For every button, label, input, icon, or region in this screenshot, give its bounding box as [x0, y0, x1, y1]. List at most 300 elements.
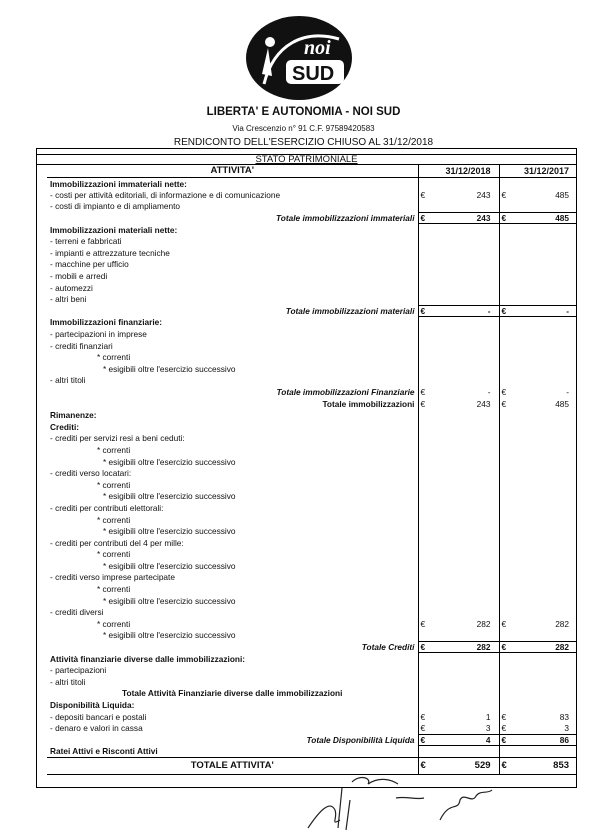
value-2018 [428, 282, 499, 294]
table-row [47, 328, 577, 340]
table-row [47, 247, 577, 259]
column-header-activity: ATTIVITA' [47, 165, 418, 178]
section-title: STATO PATRIMONIALE [36, 154, 577, 165]
logo-text-sud: SUD [292, 63, 335, 85]
currency-2018 [418, 653, 428, 665]
currency-2017 [499, 746, 509, 758]
currency-2017 [499, 653, 509, 665]
currency-2018: € [418, 757, 428, 774]
row-label: * esigibili oltre l'esercizio successivo [103, 526, 236, 537]
currency-2018 [418, 317, 428, 329]
currency-2017: € [499, 212, 509, 224]
value-2017 [509, 572, 577, 584]
currency-2017 [499, 537, 509, 549]
table-row [47, 746, 577, 758]
value-2018 [428, 630, 499, 642]
value-2018 [428, 375, 499, 387]
value-2017: 485 [555, 398, 570, 409]
currency-2018: € [418, 711, 428, 723]
row-label: * correnti [97, 549, 131, 560]
value-2018 [428, 224, 499, 236]
table-row [47, 537, 577, 549]
currency-2017 [499, 224, 509, 236]
currency-2017 [499, 595, 509, 607]
currency-2018 [418, 746, 428, 758]
value-2018: 243 [428, 212, 499, 224]
row-label: - denaro e valori in cassa [50, 723, 143, 734]
table-row [47, 688, 577, 700]
row-label: * correnti [97, 584, 131, 595]
row-label: - crediti finanziari [50, 340, 113, 351]
value-2018: 282 [476, 618, 491, 629]
value-2018 [428, 746, 499, 758]
column-header-2017: 31/12/2017 [499, 165, 577, 178]
currency-2017 [499, 699, 509, 711]
value-2018: 243 [476, 398, 491, 409]
currency-2017 [499, 549, 509, 561]
row-label: - impianti e attrezzature tecniche [50, 247, 170, 258]
currency-2017: € [499, 711, 509, 723]
row-label: Immobilizzazioni immateriali nette: [50, 178, 187, 189]
currency-2017 [499, 630, 509, 642]
value-2018: 3 [485, 722, 491, 733]
value-2018 [428, 583, 499, 595]
currency-2018 [418, 201, 428, 213]
value-2018 [428, 653, 499, 665]
value-2018 [428, 351, 499, 363]
value-2017: 282 [555, 618, 570, 629]
value-2018 [428, 560, 499, 572]
value-2017 [509, 514, 577, 526]
currency-2017: € [499, 641, 509, 653]
currency-2017 [499, 282, 509, 294]
currency-2017 [499, 525, 509, 537]
row-label: - crediti diversi [50, 607, 104, 618]
value-2017 [509, 340, 577, 352]
row-label: - macchine per ufficio [50, 259, 129, 270]
row-label: Rimanenze: [50, 410, 97, 421]
value-2017 [509, 224, 577, 236]
currency-2017 [499, 467, 509, 479]
table-row [47, 456, 577, 468]
currency-2018 [418, 328, 428, 340]
currency-2018 [418, 537, 428, 549]
table-row [47, 282, 577, 294]
value-2018 [428, 664, 499, 676]
value-2017 [509, 433, 577, 445]
table-row [47, 502, 577, 514]
document-title: LIBERTA' E AUTONOMIA - NOI SUD [206, 106, 401, 118]
row-label: * correnti [97, 444, 131, 455]
total-label: TOTALE ATTIVITA' [47, 757, 418, 774]
currency-2017 [499, 375, 509, 387]
table-row [47, 479, 577, 491]
table-row [47, 641, 577, 653]
table-row [47, 409, 577, 421]
value-2017: 282 [509, 641, 577, 653]
row-label: - crediti verso locatari: [50, 468, 132, 479]
currency-2017: € [499, 386, 509, 398]
row-label: * esigibili oltre l'esercizio successivo [103, 363, 236, 374]
row-label: - crediti per contributi del 4 per mille: [50, 537, 184, 548]
value-2017 [509, 595, 577, 607]
currency-2018 [418, 340, 428, 352]
table-row [47, 583, 577, 595]
value-2018 [428, 467, 499, 479]
table-row [47, 178, 577, 190]
table-row [47, 317, 577, 329]
value-2017 [509, 259, 577, 271]
value-2017 [509, 537, 577, 549]
row-label: - altri titoli [50, 375, 86, 386]
row-label: * esigibili oltre l'esercizio successivo [103, 595, 236, 606]
logo-text-noi: noi [304, 37, 331, 59]
value-2018: 243 [476, 189, 491, 200]
currency-2018: € [418, 212, 428, 224]
table-row [47, 560, 577, 572]
table-row [47, 630, 577, 642]
currency-2018 [418, 293, 428, 305]
value-2018: 1 [485, 711, 491, 722]
currency-2017: € [499, 734, 509, 746]
value-2017 [509, 630, 577, 642]
value-2017 [509, 606, 577, 618]
currency-2017 [499, 688, 509, 700]
row-label: Crediti: [50, 421, 80, 432]
row-label: - crediti per contributi elettorali: [50, 502, 164, 513]
currency-2018 [418, 224, 428, 236]
table-row [47, 653, 577, 665]
row-label: * esigibili oltre l'esercizio successivo [103, 491, 236, 502]
table-row [47, 549, 577, 561]
row-label: - crediti verso imprese partecipate [50, 572, 175, 583]
currency-2017 [499, 363, 509, 375]
value-2017 [509, 247, 577, 259]
value-2018 [428, 676, 499, 688]
row-label: Totale immobilizzazioni immateriali [276, 213, 415, 224]
value-2017 [509, 479, 577, 491]
currency-2017 [499, 421, 509, 433]
currency-2018 [418, 595, 428, 607]
row-label: * correnti [97, 618, 131, 629]
value-2018 [428, 479, 499, 491]
value-2017 [509, 270, 577, 282]
row-label: - altri titoli [50, 676, 86, 687]
table-row [47, 734, 577, 746]
currency-2018 [418, 351, 428, 363]
row-label: Totale Attività Finanziarie diverse dalle immobilizzazioni [122, 688, 343, 699]
row-label: Attività finanziarie diverse dalle immobilizzazioni: [50, 653, 246, 664]
currency-2018 [418, 270, 428, 282]
currency-2017 [499, 328, 509, 340]
document-subtitle: RENDICONTO DELL'ESERCIZIO CHIUSO AL 31/12/2018 [173, 137, 434, 148]
value-2017 [509, 653, 577, 665]
currency-2018 [418, 363, 428, 375]
currency-2018: € [418, 641, 428, 653]
value-2017 [509, 664, 577, 676]
currency-2018: € [418, 722, 428, 734]
row-label: Disponibilità Liquida: [50, 700, 135, 711]
value-2018 [428, 456, 499, 468]
currency-2017 [499, 340, 509, 352]
currency-2018 [418, 247, 428, 259]
value-2017 [509, 201, 577, 213]
currency-2018 [418, 491, 428, 503]
currency-2017: € [499, 757, 509, 774]
value-2018 [428, 606, 499, 618]
row-label: - costi di impianto e di ampliamento [50, 201, 181, 212]
currency-2017 [499, 351, 509, 363]
currency-2017: € [499, 398, 509, 410]
row-label: - partecipazioni [50, 665, 107, 676]
row-label: - mobili e arredi [50, 271, 108, 282]
table-row [47, 386, 577, 398]
value-2017: - [566, 386, 570, 397]
currency-2017: € [499, 618, 509, 630]
currency-2017 [499, 514, 509, 526]
total-2018: 529 [428, 757, 499, 774]
value-2017 [509, 421, 577, 433]
value-2017: 83 [559, 711, 570, 722]
table-row [47, 398, 577, 410]
row-label: - terreni e fabbricati [50, 236, 122, 247]
table-row [47, 235, 577, 247]
value-2017 [509, 560, 577, 572]
value-2017 [509, 375, 577, 387]
currency-2018 [418, 572, 428, 584]
currency-2018: € [418, 734, 428, 746]
value-2018 [428, 409, 499, 421]
row-label: - partecipazioni in imprese [50, 329, 147, 340]
currency-2018 [418, 560, 428, 572]
value-2018 [428, 328, 499, 340]
value-2018 [428, 525, 499, 537]
value-2017 [509, 328, 577, 340]
currency-2017 [499, 259, 509, 271]
value-2018: - [428, 305, 499, 317]
row-label: Ratei Attivi e Risconti Attivi [50, 746, 158, 757]
currency-2018 [418, 178, 428, 190]
currency-2018 [418, 235, 428, 247]
value-2018 [428, 270, 499, 282]
table-row [47, 595, 577, 607]
row-label: - costi per attività editoriali, di informazione e di comunicazione [50, 189, 281, 200]
value-2018 [428, 549, 499, 561]
value-2017: 485 [555, 189, 570, 200]
table-row [47, 224, 577, 236]
currency-2018 [418, 699, 428, 711]
value-2017 [509, 456, 577, 468]
currency-2017 [499, 270, 509, 282]
currency-2017 [499, 178, 509, 190]
currency-2018 [418, 664, 428, 676]
table-row [47, 699, 577, 711]
value-2018 [428, 259, 499, 271]
table-row [47, 189, 577, 201]
currency-2018 [418, 433, 428, 445]
row-label: - crediti per servizi resi a beni ceduti: [50, 433, 185, 444]
currency-2017 [499, 456, 509, 468]
value-2018 [428, 317, 499, 329]
value-2018 [428, 433, 499, 445]
currency-2018 [418, 630, 428, 642]
value-2018 [428, 235, 499, 247]
table-row [47, 433, 577, 445]
currency-2018 [418, 688, 428, 700]
value-2017 [509, 676, 577, 688]
table-row [47, 270, 577, 282]
value-2018 [428, 699, 499, 711]
currency-2017: € [499, 722, 509, 734]
value-2017 [509, 583, 577, 595]
currency-2018 [418, 282, 428, 294]
currency-2017: € [499, 305, 509, 317]
value-2017 [509, 409, 577, 421]
row-label: Totale Crediti [361, 642, 415, 653]
row-label: * esigibili oltre l'esercizio successivo [103, 560, 236, 571]
value-2017 [509, 317, 577, 329]
currency-2018 [418, 583, 428, 595]
table-row [47, 491, 577, 503]
table-row [47, 676, 577, 688]
currency-2018: € [418, 386, 428, 398]
currency-2017 [499, 247, 509, 259]
currency-2017 [499, 676, 509, 688]
value-2018: - [487, 386, 491, 397]
value-2018 [428, 421, 499, 433]
currency-2018: € [418, 189, 428, 201]
total-2017: 853 [509, 757, 577, 774]
currency-2017 [499, 583, 509, 595]
table-row [47, 572, 577, 584]
currency-2017 [499, 201, 509, 213]
value-2017 [509, 525, 577, 537]
table-row [47, 722, 577, 734]
value-2017 [509, 688, 577, 700]
currency-2017 [499, 572, 509, 584]
currency-2017 [499, 491, 509, 503]
table-row [47, 375, 577, 387]
currency-2017 [499, 444, 509, 456]
row-label: * esigibili oltre l'esercizio successivo [103, 630, 236, 641]
table-row [47, 340, 577, 352]
currency-2018 [418, 502, 428, 514]
column-header-2018: 31/12/2018 [418, 165, 499, 178]
currency-2017 [499, 560, 509, 572]
row-label: Totale immobilizzazioni materiali [285, 305, 415, 316]
value-2017: 3 [564, 722, 570, 733]
table-row [47, 444, 577, 456]
value-2017 [509, 467, 577, 479]
currency-2018 [418, 479, 428, 491]
value-2018 [428, 502, 499, 514]
row-label: Immobilizzazioni materiali nette: [50, 224, 178, 235]
currency-2018 [418, 525, 428, 537]
value-2018 [428, 178, 499, 190]
table-row [47, 514, 577, 526]
currency-2017 [499, 606, 509, 618]
table-row [47, 606, 577, 618]
value-2018 [428, 363, 499, 375]
value-2017 [509, 293, 577, 305]
currency-2017: € [499, 189, 509, 201]
row-label: * correnti [97, 352, 131, 363]
currency-2017 [499, 433, 509, 445]
value-2017 [509, 178, 577, 190]
value-2018 [428, 293, 499, 305]
row-label: - automezzi [50, 282, 93, 293]
table-row [47, 293, 577, 305]
currency-2018 [418, 456, 428, 468]
value-2017 [509, 746, 577, 758]
currency-2018 [418, 421, 428, 433]
value-2018 [428, 247, 499, 259]
table-row [47, 711, 577, 723]
currency-2018 [418, 467, 428, 479]
currency-2018: € [418, 305, 428, 317]
table-row [47, 618, 577, 630]
value-2018 [428, 595, 499, 607]
table-row [47, 421, 577, 433]
row-label: * correnti [97, 479, 131, 490]
row-label: * esigibili oltre l'esercizio successivo [103, 456, 236, 467]
row-label: Immobilizzazioni finanziarie: [50, 317, 163, 328]
value-2017 [509, 502, 577, 514]
currency-2018 [418, 514, 428, 526]
value-2017 [509, 491, 577, 503]
table-row [47, 363, 577, 375]
currency-2018 [418, 409, 428, 421]
currency-2018 [418, 375, 428, 387]
currency-2017 [499, 235, 509, 247]
value-2017 [509, 235, 577, 247]
value-2018: 282 [428, 641, 499, 653]
value-2017 [509, 444, 577, 456]
currency-2018: € [418, 398, 428, 410]
currency-2018 [418, 676, 428, 688]
value-2018 [428, 340, 499, 352]
handwritten-signature [300, 770, 520, 832]
value-2017: - [509, 305, 577, 317]
row-label: Totale immobilizzazioni Finanziarie [276, 386, 415, 397]
currency-2017 [499, 502, 509, 514]
currency-2017 [499, 317, 509, 329]
table-row [47, 664, 577, 676]
currency-2018 [418, 606, 428, 618]
table-row [47, 525, 577, 537]
value-2017: 86 [509, 734, 577, 746]
currency-2018 [418, 259, 428, 271]
row-label: Totale Disponibilità Liquida [306, 734, 415, 745]
value-2017 [509, 549, 577, 561]
currency-2018: € [418, 618, 428, 630]
value-2018 [428, 201, 499, 213]
value-2018: 4 [428, 734, 499, 746]
balance-sheet-table [47, 164, 577, 775]
value-2018 [428, 514, 499, 526]
row-label: - altri beni [50, 294, 87, 305]
value-2017 [509, 363, 577, 375]
table-header-row [47, 165, 577, 178]
table-row [47, 201, 577, 213]
document-address: Via Crescenzio n° 91 C.F. 97589420583 [232, 124, 375, 133]
table-row [47, 467, 577, 479]
currency-2018 [418, 444, 428, 456]
currency-2017 [499, 409, 509, 421]
table-row [47, 351, 577, 363]
value-2017 [509, 699, 577, 711]
value-2018 [428, 537, 499, 549]
